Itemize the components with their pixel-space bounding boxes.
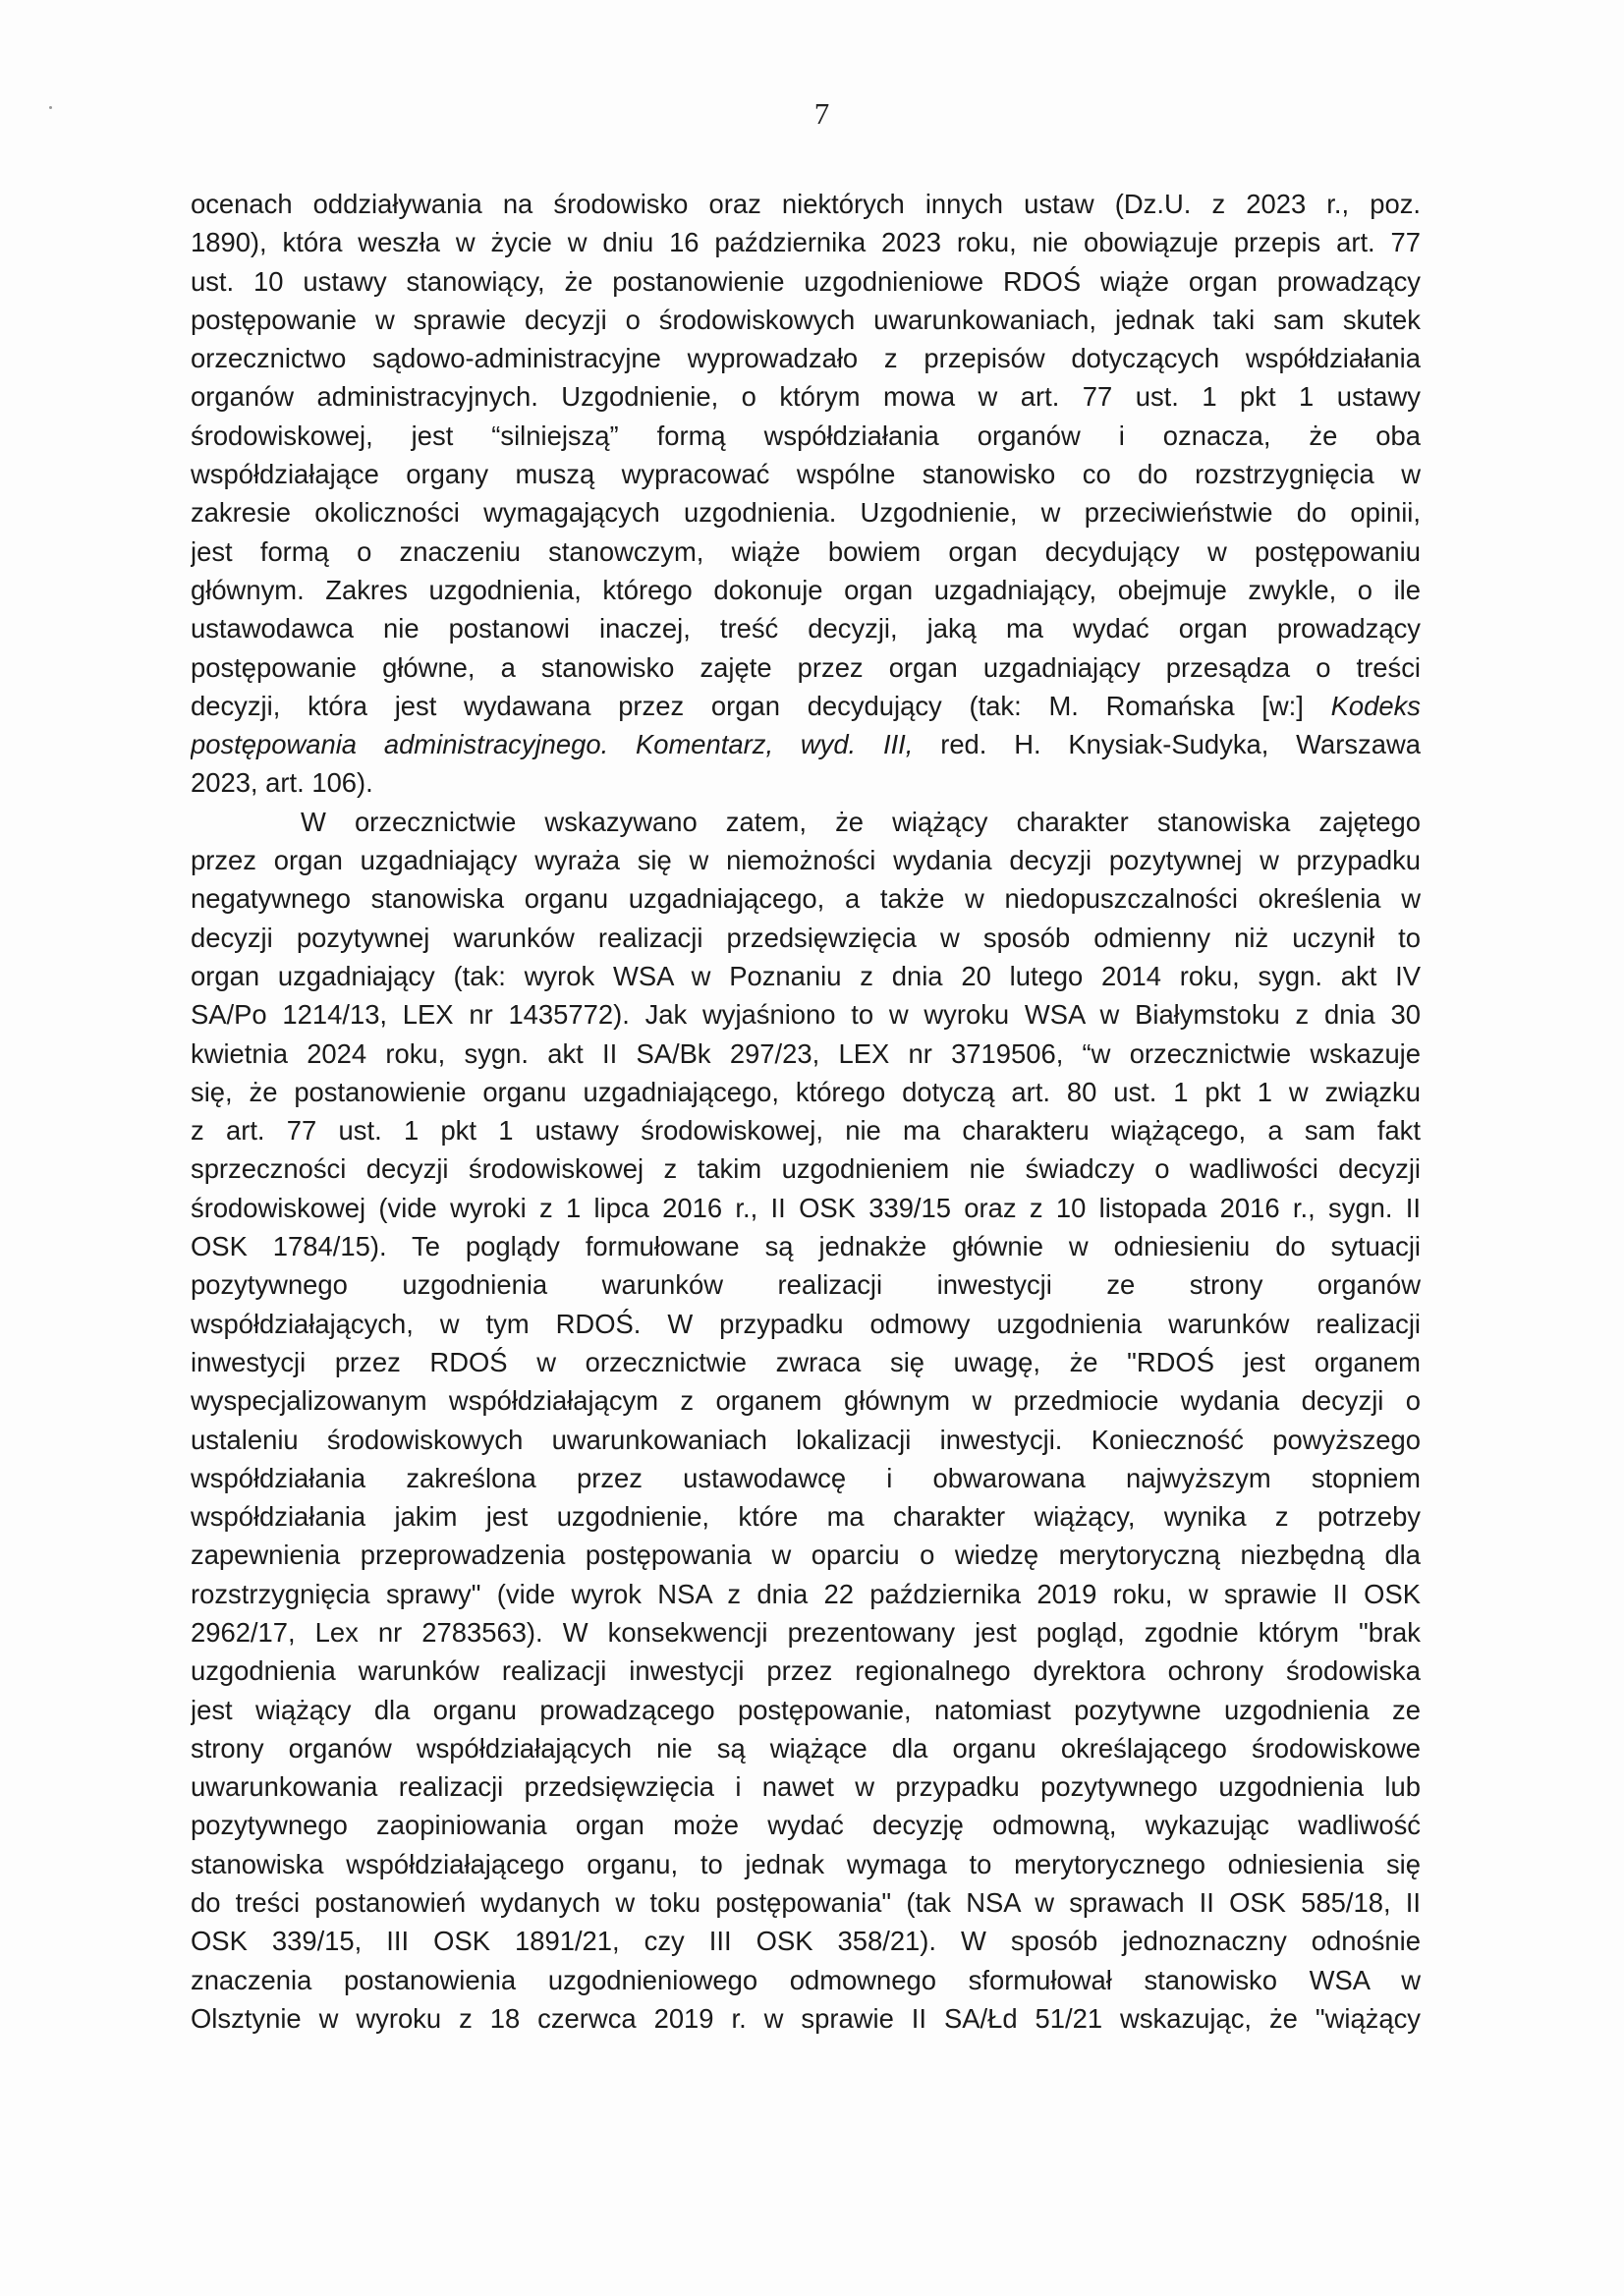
text-line [191, 1806, 1421, 1844]
text-line [191, 1073, 1421, 1111]
line-text: 2023, art. 106). [191, 767, 373, 799]
text-line [191, 1845, 1421, 1883]
text-line [191, 803, 1421, 841]
line-text: znaczenia postanowienia uzgodnieniowego odmownego sformułował stanowisko WSA w [191, 1964, 1421, 1995]
line-text: się, że postanowienie organu uzgadniającego, którego dotyczą art. 80 ust. 1 pkt 1 w związku [191, 1076, 1421, 1107]
line-text: OSK 1784/15). Te poglądy formułowane są jednakże głównie w odniesieniu do sytuacji [191, 1231, 1421, 1262]
text-line [191, 1111, 1421, 1149]
line-text: przez organ uzgadniający wyraża się w niemożności wydania decyzji pozytywnej w przypadku [191, 845, 1421, 876]
text-line [191, 571, 1421, 609]
line-text: zakresie okoliczności wymagających uzgodnienia. Uzgodnienie, w przeciwieństwie do opinii, [191, 497, 1421, 529]
line-text: decyzji pozytywnej warunków realizacji przedsięwzięcia w sposób odmienny niż uczynił to [191, 922, 1421, 953]
text-line [191, 1613, 1421, 1652]
text-line [191, 1691, 1421, 1729]
text-line [191, 725, 1421, 763]
line-text: negatywnego stanowiska organu uzgadniającego, a także w niedopuszczalności określenia w [191, 883, 1421, 915]
line-text: organów administracyjnych. Uzgodnienie, o którym mowa w art. 77 ust. 1 pkt 1 ustawy [191, 381, 1421, 413]
text-line [191, 339, 1421, 377]
line-text: ustaleniu środowiskowych uwarunkowaniach lokalizacji inwestycji. Konieczność powyższego [191, 1424, 1421, 1455]
line-text: kwietnia 2024 roku, sygn. akt II SA/Bk 297/23, LEX nr 3719506, “w orzecznictwie wskazuje [191, 1037, 1421, 1069]
line-text: organ uzgadniający (tak: wyrok WSA w Poznaniu z dnia 20 lutego 2014 roku, sygn. akt IV [191, 960, 1421, 991]
text-line [191, 493, 1421, 532]
line-text: stanowiska współdziałającego organu, to jednak wymaga to merytorycznego odniesienia się [191, 1848, 1421, 1879]
line-text: postępowanie w sprawie decyzji o środowiskowych uwarunkowaniach, jednak taki sam skutek [191, 304, 1421, 335]
text-line [191, 1575, 1421, 1613]
text-line [191, 1343, 1421, 1381]
line-text: 1890), która weszła w życie w dniu 16 października 2023 roku, nie obowiązuje przepis art. 77 [191, 227, 1421, 258]
text-line [191, 1999, 1421, 2038]
line-text: W orzecznictwie wskazywano zatem, że wiążący charakter stanowiska zajętego [301, 806, 1421, 837]
line-text: środowiskowej, jest “silniejszą” formą współdziałania organów i oznacza, że oba [191, 420, 1421, 451]
text-line [191, 1459, 1421, 1497]
line-text: 2962/17, Lex nr 2783563). W konsekwencji prezentowany jest pogląd, zgodnie którym "brak [191, 1616, 1421, 1648]
line-text: Olsztynie w wyroku z 18 czerwca 2019 r. w sprawie II SA/Łd 51/21 wskazując, że "wiążący [191, 2002, 1421, 2034]
text-line [191, 1421, 1421, 1459]
line-text: ustawodawca nie postanowi inaczej, treść decyzji, jaką ma wydać organ prowadzący [191, 613, 1421, 644]
text-line [191, 1265, 1421, 1304]
text-line [191, 609, 1421, 647]
line-text: rozstrzygnięcia sprawy" (vide wyrok NSA z dnia 22 października 2019 roku, w sprawie II OSK [191, 1578, 1421, 1609]
text-line [191, 1227, 1421, 1265]
text-line [191, 1381, 1421, 1420]
text-line [191, 1652, 1421, 1690]
text-line [191, 995, 1421, 1034]
line-text: jest wiążący dla organu prowadzącego postępowanie, natomiast pozytywne uzgodnienia ze [191, 1694, 1421, 1725]
line-text: wyspecjalizowanym współdziałającym z organem głównym w przedmiocie wydania decyzji o [191, 1385, 1421, 1417]
line-text: orzecznictwo sądowo-administracyjne wyprowadzało z przepisów dotyczących współdziałania [191, 343, 1421, 374]
text-line [191, 532, 1421, 571]
text-line [191, 301, 1421, 339]
line-text: współdziałające organy muszą wypracować wspólne stanowisko co do rozstrzygnięcia w [191, 459, 1421, 490]
text-line [191, 1497, 1421, 1536]
line-italic-text: Kodeks [1330, 690, 1421, 721]
text-line [191, 1035, 1421, 1073]
line-text: środowiskowej (vide wyroki z 1 lipca 2016 r., II OSK 339/15 oraz z 10 listopada 2016 r., sygn. II [191, 1192, 1421, 1223]
line-text: ocenach oddziaływania na środowisko oraz niektórych innych ustaw (Dz.U. z 2023 r., poz. [191, 189, 1421, 219]
text-line [191, 262, 1421, 301]
text-line [191, 1536, 1421, 1574]
text-line [191, 763, 1421, 802]
text-line [191, 687, 1421, 725]
text-line [191, 879, 1421, 918]
text-line [191, 1883, 1421, 1922]
text-line [191, 648, 1421, 687]
text-line [191, 919, 1421, 957]
line-text: do treści postanowień wydanych w toku postępowania" (tak NSA w sprawach II OSK 585/18, II [191, 1887, 1421, 1919]
line-text: uzgodnienia warunków realizacji inwestycji przez regionalnego dyrektora ochrony środowiska [191, 1655, 1421, 1687]
text-line [191, 1149, 1421, 1188]
text-line [191, 1729, 1421, 1767]
text-line [191, 377, 1421, 416]
line-text: strony organów współdziałających nie są wiążące dla organu określającego środowiskowe [191, 1732, 1421, 1764]
line-text: głównym. Zakres uzgodnienia, którego dokonuje organ uzgadniający, obejmuje zwykle, o ile [191, 574, 1421, 605]
text-line [191, 957, 1421, 995]
line-text: postępowanie główne, a stanowisko zajęte przez organ uzgadniający przesądza o treści [191, 651, 1421, 683]
text-line [191, 841, 1421, 879]
text-line [191, 1767, 1421, 1806]
line-text: OSK 339/15, III OSK 1891/21, czy III OSK 358/21). W sposób jednoznaczny odnośnie [191, 1926, 1421, 1957]
line-text: pozytywnego uzgodnienia warunków realizacji inwestycji ze strony organów [191, 1269, 1421, 1301]
line-text: ust. 10 ustawy stanowiący, że postanowienie uzgodnieniowe RDOŚ wiąże organ prowadzący [191, 265, 1421, 297]
line-text: współdziałania zakreślona przez ustawodawcę i obwarowana najwyższym stopniem [191, 1462, 1421, 1493]
line-text: SA/Po 1214/13, LEX nr 1435772). Jak wyjaśniono to w wyroku WSA w Białymstoku z dnia 30 [191, 999, 1421, 1031]
line-text: pozytywnego zaopiniowania organ może wydać decyzję odmowną, wykazując wadliwość [191, 1810, 1421, 1841]
line-text: inwestycji przez RDOŚ w orzecznictwie zwraca się uwagę, że "RDOŚ jest organem [191, 1346, 1421, 1377]
text-line [191, 1305, 1421, 1343]
line-text: współdziałania jakim jest uzgodnienie, które ma charakter wiążący, wynika z potrzeby [191, 1501, 1421, 1533]
text-line [191, 417, 1421, 455]
line-text: sprzeczności decyzji środowiskowej z takim uzgodnieniem nie świadczy o wadliwości decyzji [191, 1153, 1421, 1185]
page-number: 7 [813, 96, 830, 131]
line-text-after: red. H. Knysiak-Sudyka, Warszawa [913, 729, 1421, 760]
document-body [191, 185, 1421, 2038]
line-text: decyzji, która jest wydawana przez organ decydujący (tak: M. Romańska [w:] [191, 690, 1331, 721]
text-line [191, 1189, 1421, 1227]
line-text: współdziałających, w tym RDOŚ. W przypadku odmowy uzgodnienia warunków realizacji [191, 1308, 1421, 1339]
line-text: z art. 77 ust. 1 pkt 1 ustawy środowiskowej, nie ma charakteru wiążącego, a sam fakt [191, 1115, 1421, 1147]
text-line [191, 223, 1421, 261]
line-text: uwarunkowania realizacji przedsięwzięcia i nawet w przypadku pozytywnego uzgodnienia lub [191, 1771, 1421, 1803]
text-line [191, 1961, 1421, 1999]
text-line [191, 185, 1421, 223]
line-italic-text: postępowania administracyjnego. Komentarz, wyd. III, [191, 729, 914, 760]
text-line [191, 455, 1421, 493]
line-text: jest formą o znaczeniu stanowczym, wiąże bowiem organ decydujący w postępowaniu [191, 535, 1421, 567]
text-line [191, 1922, 1421, 1960]
line-text: zapewnienia przeprowadzenia postępowania w oparciu o wiedzę merytoryczną niezbędną dla [191, 1540, 1421, 1571]
